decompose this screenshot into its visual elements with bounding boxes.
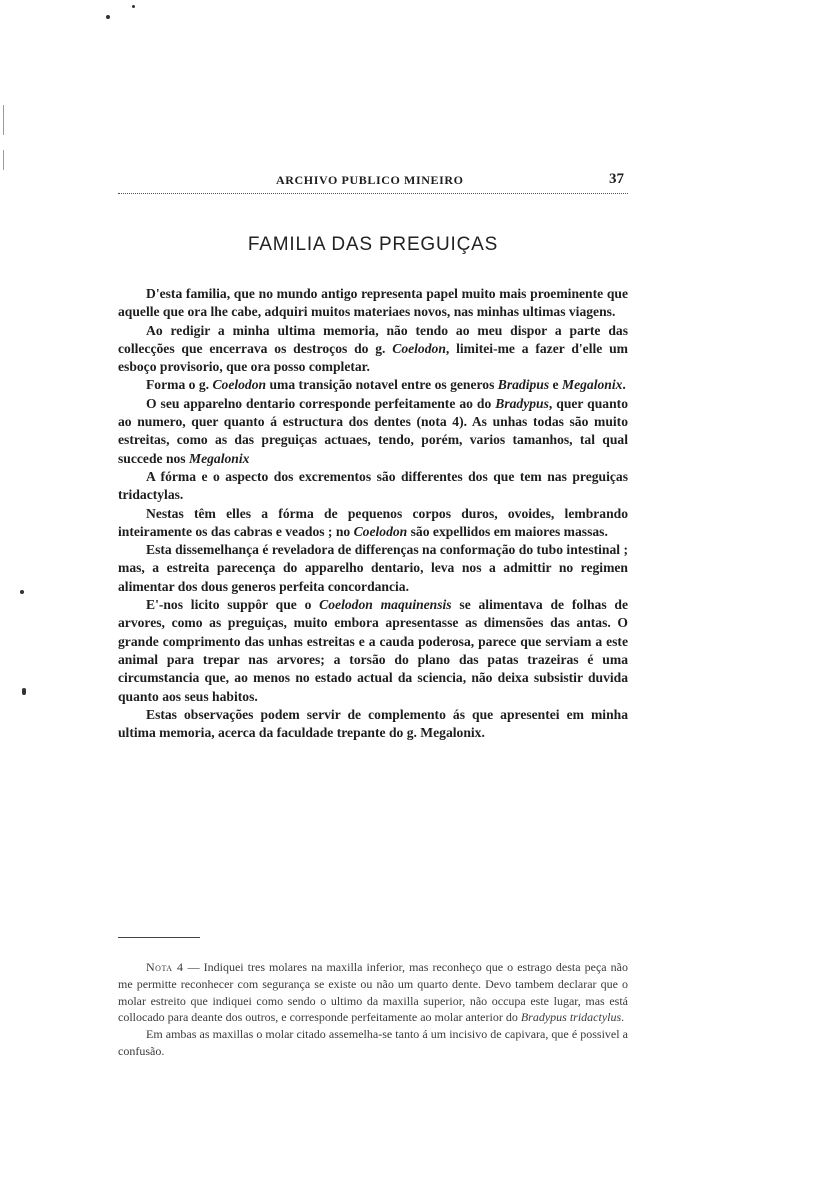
text-run: uma transição notavel entre os generos bbox=[266, 377, 498, 393]
footnotes bbox=[118, 959, 628, 1060]
body-paragraph bbox=[118, 505, 628, 542]
scan-speck bbox=[20, 590, 24, 594]
body-text bbox=[118, 285, 628, 742]
text-run: , quer quanto ao numero, quer quanto á estructura dos dentes (nota 4). As unhas todas são muito estreitas, como as das preguiças actuaes, tendo, porém, varios tamanhos, tal qual succede nos bbox=[118, 395, 628, 466]
text-run: , limitei-me a fazer d'elle um esboço provisorio, que ora posso completar. bbox=[118, 340, 628, 375]
text-run: se alimentava de folhas de arvores, como as preguiças, muito embora apresentasse as dimensões das antas. O grande comprimento das unhas estreitas e a cauda poderosa, parece que serviam a este animal para trepar nas arvores; a torsão do plano das patas trazeiras é uma circumstancia que, ao menos no estado actual da sciencia, não deixa subsistir duvida quanto aos seus habitos. bbox=[118, 597, 628, 704]
footnote-label: Nota 4 bbox=[146, 960, 184, 974]
body-paragraph bbox=[118, 322, 628, 377]
body-paragraph bbox=[118, 596, 628, 706]
text-run: Em ambas as maxillas o molar citado assemelha-se tanto á um incisivo de capivara, que é possivel a confusão. bbox=[118, 1027, 628, 1058]
text-run: A fórma e o aspecto dos excrementos são differentes dos que tem nas preguiças tridactylas. bbox=[118, 468, 628, 503]
italic-term: Bradipus bbox=[497, 377, 550, 393]
text-run: Esta dissemelhança é reveladora de differenças na conformação do tubo intestinal ; mas, a estreita parecença do apparelho dentario, leva nos a admittir no regimen alimentar dos dous generos perfeita concordancia. bbox=[118, 542, 628, 594]
scan-speck bbox=[106, 15, 110, 19]
text-run: Ao redigir a minha ultima memoria, não tendo ao meu dispor a parte das collecções que encerrava os destroços do g. bbox=[118, 322, 628, 356]
body-paragraph bbox=[118, 395, 628, 468]
italic-term: Coelodon maquinensis bbox=[319, 597, 452, 613]
text-run: Nestas têm elles a fórma de pequenos corpos duros, ovoides, lembrando inteiramente os das cabras e veados ; no bbox=[118, 505, 628, 539]
text-run: Forma o g. bbox=[146, 377, 213, 393]
scan-speck bbox=[22, 688, 26, 695]
body-paragraph bbox=[118, 541, 628, 596]
text-run: Estas observações podem servir de complemento ás que apresentei em minha ultima memoria, acerca da faculdade trepante do g. Megalonix. bbox=[118, 706, 628, 741]
footnote-paragraph bbox=[118, 1026, 628, 1060]
text-run: E'-nos licito suppôr que o bbox=[146, 597, 320, 613]
header-rule bbox=[118, 193, 628, 194]
text-run: e bbox=[549, 377, 562, 393]
body-paragraph bbox=[118, 376, 628, 394]
italic-term: Coelodon bbox=[353, 523, 408, 539]
italic-term: Megalonix bbox=[562, 377, 623, 393]
text-run: O seu apparelno dentario corresponde perfeitamente ao do bbox=[146, 395, 496, 411]
running-head bbox=[118, 172, 630, 190]
footnote-paragraph bbox=[118, 959, 628, 1026]
body-paragraph bbox=[118, 285, 628, 322]
body-paragraph bbox=[118, 468, 628, 505]
chapter-title: FAMILIA DAS PREGUIÇAS bbox=[247, 234, 499, 255]
footnote-rule bbox=[118, 937, 200, 938]
text-run: — Indiquei tres molares na maxilla inferior, mas reconheço que o estrago desta peça não me permitte reconhecer com segurança se existe ou não um quarto dente. Devo tambem declarar que o molar estreito que indiquei como sendo o ultimo da maxilla superior, não occupa este lugar, mas está collocado para deante dos outros, e corresponde perfeitamente ao molar anterior do bbox=[118, 960, 628, 1025]
text-run: são expellidos em maiores massas. bbox=[407, 523, 608, 539]
italic-term: Coelodon bbox=[392, 340, 446, 356]
italic-term: Bradypus bbox=[495, 395, 549, 411]
italic-term: Coelodon bbox=[212, 377, 267, 393]
text-run: . bbox=[622, 377, 626, 393]
italic-term: Bradypus tridactylus bbox=[520, 1010, 622, 1025]
text-run: . bbox=[621, 1010, 625, 1025]
text-run: D'esta familia, que no mundo antigo representa papel muito mais proeminente que aquelle que ora lhe cabe, adquiri muitos materiaes novos, nas minhas ultimas viagens. bbox=[118, 286, 628, 320]
running-title: ARCHIVO PUBLICO MINEIRO bbox=[276, 173, 464, 187]
scan-speck bbox=[132, 5, 135, 8]
scan-edge-mark bbox=[3, 150, 4, 170]
scan-edge-mark bbox=[3, 105, 4, 135]
body-paragraph bbox=[118, 706, 628, 743]
page-number: 37 bbox=[609, 171, 624, 187]
italic-term: Megalonix bbox=[189, 450, 250, 466]
